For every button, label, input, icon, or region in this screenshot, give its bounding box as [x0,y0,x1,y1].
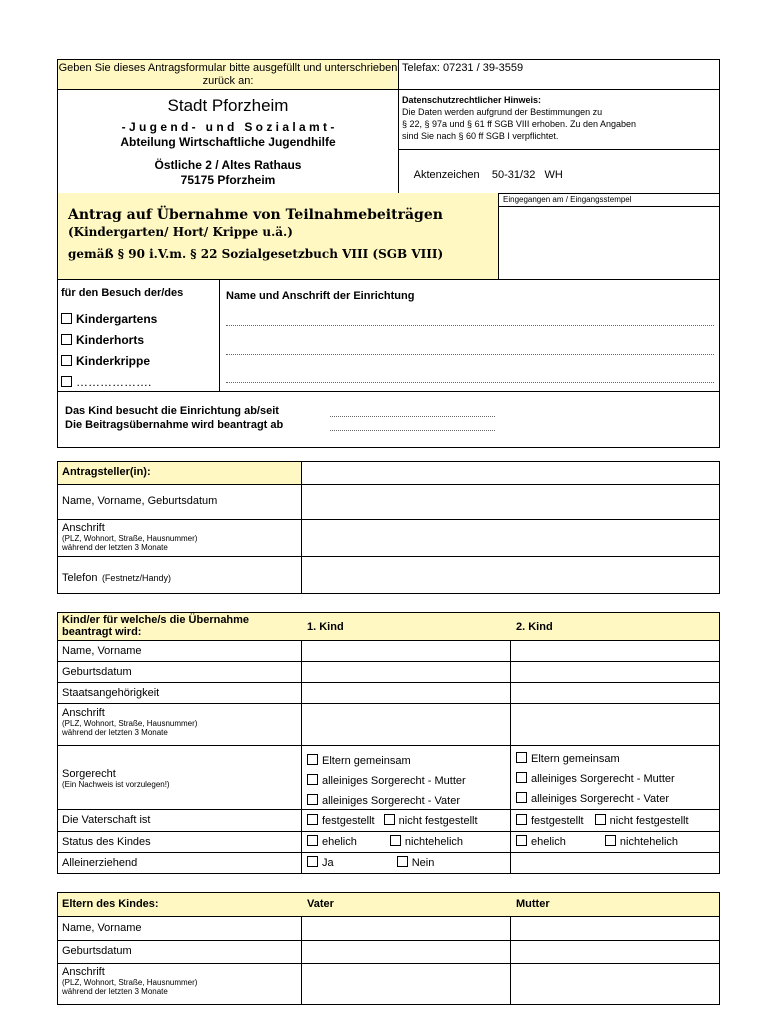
applicant-address-labels [62,522,197,552]
children-heading-line1: Kind/er für welche/s die Übernahme [62,614,250,626]
applicant-heading: Antragsteller(in): [62,466,151,478]
child-address-label: Anschrift [62,707,105,719]
facility-line-1[interactable] [226,325,714,326]
return-note: Geben Sie dieses Antragsformular bitte ausgefüllt und unterschrieben zurück an: [58,62,398,87]
child1-custody-options [307,751,466,811]
child2-custody-father[interactable] [516,789,675,809]
checkbox-icon[interactable] [307,814,318,825]
option-label: Kinderkrippe [76,354,151,368]
fax-number: Telefax: 07231 / 39-3559 [402,62,524,74]
children-heading [62,614,249,638]
privacy-text-3: sind Sie nach § 60 ff SGB I verpflichtet. [402,131,559,141]
status-label: Status des Kindes [62,836,151,848]
single-parent-label: Alleinerziehend [62,857,138,869]
option-label: alleiniges Sorgerecht - Mutter [322,775,466,787]
single-parent-row [58,853,719,874]
single-parent-options [307,856,434,869]
child1-custody-joint[interactable] [307,751,466,771]
privacy-notice [399,90,719,150]
title-area [58,193,499,279]
received-label: Eingegangen am / Eingangsstempel [499,193,719,207]
children-heading-row [58,613,719,641]
facility-type-column [58,279,220,391]
child1-paternity-options [307,814,478,827]
option-label: Ja [322,857,334,869]
father-heading: Vater [307,898,334,910]
child1-custody-father[interactable] [307,791,466,811]
child2-status-married[interactable] [516,836,566,848]
option-kindergarten[interactable] [61,312,219,326]
checkbox-icon[interactable] [595,814,606,825]
option-label: nichtehelich [619,836,679,848]
checkbox-icon[interactable] [307,835,318,846]
checkbox-icon[interactable] [605,835,616,846]
privacy-text-1: Die Daten werden aufgrund der Bestimmungen zu [402,107,603,117]
parent-birth-row[interactable] [58,941,719,964]
privacy-title: Datenschutzrechtlicher Hinweis: [402,95,542,105]
parent-address-labels [62,966,197,996]
child2-status-options [516,835,678,848]
option-label: nicht festgestellt [609,815,689,827]
child-name-label: Name, Vorname [62,645,142,657]
facility-name-label: Name und Anschrift der Einrichtung [226,290,415,302]
child-birth-label: Geburtsdatum [62,666,132,678]
checkbox-icon[interactable] [61,334,72,345]
since-field[interactable] [330,416,495,417]
option-krippe[interactable] [61,354,219,368]
checkbox-icon[interactable] [61,355,72,366]
option-label: alleiniges Sorgerecht - Mutter [531,773,675,785]
checkbox-icon[interactable] [516,835,527,846]
checkbox-icon[interactable] [307,856,318,867]
checkbox-icon[interactable] [384,814,395,825]
child1-paternity-yes[interactable] [307,815,375,827]
child2-custody-joint[interactable] [516,749,675,769]
privacy-text-2: § 22, § 97a und § 61 ff SGB VIII erhoben. Zu den Angaben [402,119,637,129]
child1-heading: 1. Kind [307,621,344,633]
option-other[interactable] [61,375,219,389]
option-label: Kindergartens [76,312,158,326]
parent-birth-label: Geburtsdatum [62,945,132,957]
single-parent-yes[interactable] [307,857,334,869]
option-label: alleiniges Sorgerecht - Vater [531,793,669,805]
facility-name-column [220,279,719,391]
applicant-address-sub2: während der letzten 3 Monate [62,543,168,552]
custody-label: Sorgerecht [62,768,116,780]
child1-status-options [307,835,463,848]
checkbox-icon[interactable] [516,814,527,825]
legal-basis: gemäß § 90 i.V.m. § 22 Sozialgesetzbuch VIII (SGB VIII) [68,247,444,261]
parents-table [57,892,720,1005]
child-nationality-label: Staatsangehörigkeit [62,687,160,699]
checkbox-icon[interactable] [307,774,318,785]
parent-address-row[interactable] [58,964,719,1005]
child1-custody-mother[interactable] [307,771,466,791]
option-label: ………………. [76,375,152,389]
parent-address-label: Anschrift [62,966,105,978]
custody-row [58,746,719,810]
option-label: Kinderhorts [76,333,145,347]
child-address-row[interactable] [58,704,719,746]
checkbox-icon[interactable] [307,794,318,805]
child2-status-unmarried[interactable] [605,836,678,848]
header-block [57,59,720,194]
single-parent-no[interactable] [397,857,435,869]
paternity-label: Die Vaterschaft ist [62,814,151,826]
child2-custody-options [516,749,675,809]
applicant-address-label: Anschrift [62,522,105,534]
requested-label: Die Beitragsübernahme wird beantragt ab [65,419,284,431]
child2-heading: 2. Kind [516,621,553,633]
option-label: Nein [411,857,435,869]
requested-field[interactable] [330,430,495,431]
form-subtitle: (Kindergarten/ Hort/ Krippe u.ä.) [68,225,293,239]
custody-sub: (Ein Nachweis ist vorzulegen!) [62,780,170,789]
received-stamp-area[interactable] [499,193,719,279]
child2-paternity-options [516,814,689,827]
visit-label: für den Besuch der/des [61,287,184,299]
parent-address-sub2: während der letzten 3 Monate [62,987,168,996]
file-reference-text: Aktenzeichen 50-31/32 WH [413,169,563,181]
applicant-address-row [58,520,719,557]
child-name-row[interactable] [58,641,719,662]
option-label: Eltern gemeinsam [531,753,620,765]
division-name: Abteilung Wirtschaftliche Jugendhilfe [120,135,336,149]
file-reference [399,150,719,194]
option-label: ehelich [322,836,357,848]
status-row [58,832,719,853]
option-label: Eltern gemeinsam [322,755,411,767]
applicant-phone-label: Telefon [62,572,98,584]
form-title: Antrag auf Übernahme von Teilnahmebeiträgen [68,207,443,223]
option-label: nicht festgestellt [398,815,478,827]
child-address-labels [62,707,197,737]
street-address: Östliche 2 / Altes Rathaus [154,158,302,172]
applicant-name-label: Name, Vorname, Geburtsdatum [62,495,218,507]
option-label: festgestellt [531,815,584,827]
parent-address-sub1: (PLZ, Wohnort, Straße, Hausnummer) [62,978,198,987]
title-block [57,193,720,280]
applicant-phone-sub: (Festnetz/Handy) [101,573,171,583]
since-label: Das Kind besucht die Einrichtung ab/seit [65,405,279,417]
child2-custody-mother[interactable] [516,769,675,789]
applicant-address-field[interactable] [302,520,719,556]
city-name: Stadt Pforzheim [167,96,289,115]
parent-name-label: Name, Vorname [62,922,142,934]
applicant-phone-row [58,557,719,594]
child1-status-unmarried[interactable] [390,836,463,848]
applicant-heading-cell [58,462,301,484]
checkbox-icon[interactable] [390,835,401,846]
return-note-box [58,60,399,90]
child1-paternity-no[interactable] [384,815,478,827]
option-label: alleiniges Sorgerecht - Vater [322,795,460,807]
applicant-address-sub1: (PLZ, Wohnort, Straße, Hausnummer) [62,534,198,543]
checkbox-icon[interactable] [61,313,72,324]
applicant-heading-row [58,462,719,485]
option-label: ehelich [531,836,566,848]
mother-heading: Mutter [516,898,550,910]
checkbox-icon[interactable] [516,792,527,803]
facility-block [57,279,720,392]
checkbox-icon[interactable] [516,752,527,763]
paternity-row [58,810,719,832]
zip-city: 75175 Pforzheim [180,173,276,187]
address-box [58,90,399,194]
child-nationality-row[interactable] [58,683,719,704]
applicant-name-row [58,485,719,520]
facility-line-3[interactable] [226,382,714,383]
department-name: - J u g e n d - u n d S o z i a l a m t - [121,120,335,134]
checkbox-icon[interactable] [61,376,72,387]
facility-line-2[interactable] [226,354,714,355]
applicant-table [57,461,720,594]
option-hort[interactable] [61,333,219,347]
option-label: festgestellt [322,815,375,827]
parents-heading-row [58,893,719,917]
parents-heading: Eltern des Kindes: [62,898,159,910]
option-label: nichtehelich [404,836,464,848]
checkbox-icon[interactable] [307,754,318,765]
applicant-name-field[interactable] [302,485,719,519]
custody-labels [62,768,170,789]
applicant-phone-field[interactable] [302,557,719,594]
child1-status-married[interactable] [307,836,357,848]
child-address-sub2: während der letzten 3 Monate [62,728,168,737]
child2-paternity-yes[interactable] [516,815,584,827]
child-address-sub1: (PLZ, Wohnort, Straße, Hausnummer) [62,719,198,728]
checkbox-icon[interactable] [516,772,527,783]
child-birth-row[interactable] [58,662,719,683]
parent-name-row[interactable] [58,917,719,941]
children-heading-line2: beantragt wird: [62,626,142,638]
checkbox-icon[interactable] [397,856,408,867]
dates-block [57,391,720,448]
child2-paternity-no[interactable] [595,815,689,827]
children-table [57,612,720,874]
fax-line [399,60,719,90]
applicant-phone-labels [62,568,171,586]
